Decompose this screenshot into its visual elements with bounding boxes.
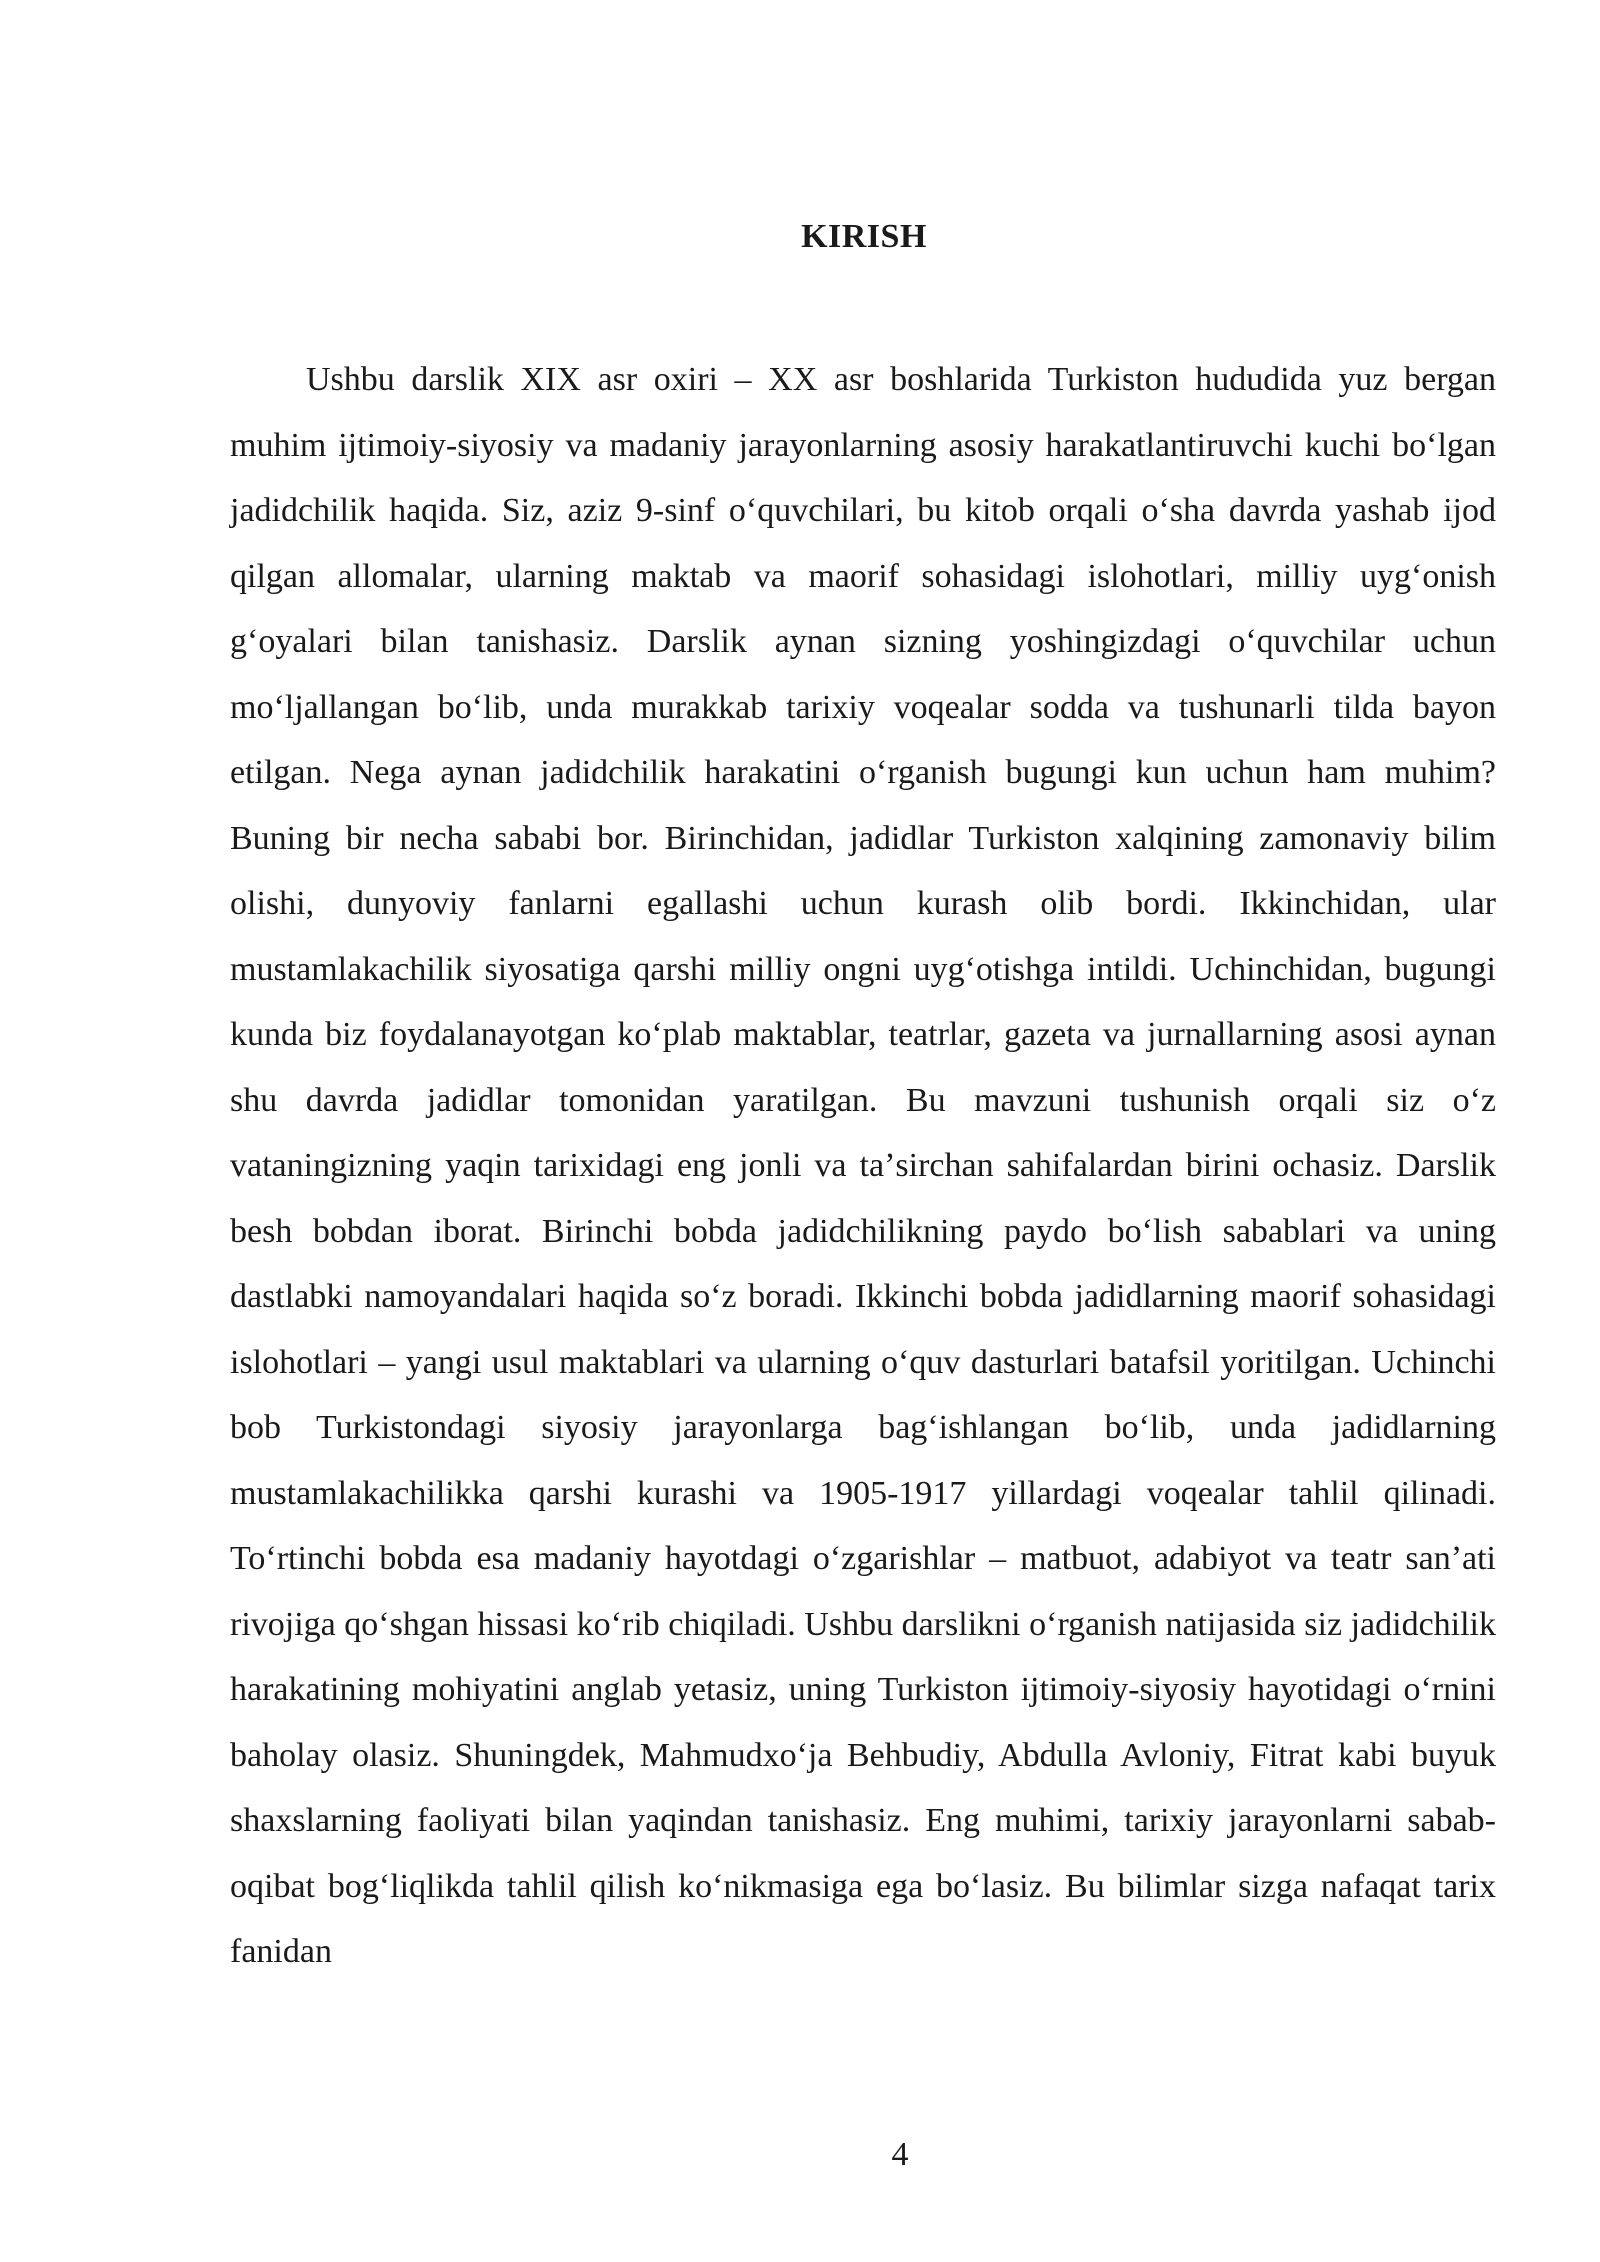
page-number: 4 bbox=[891, 2136, 909, 2173]
page-title: KIRISH bbox=[801, 218, 927, 255]
body-paragraph: Ushbu darslik XIX asr oxiri – XX asr boshlarida Turkiston hududida yuz bergan muhim ijtimoiy-siyosiy va madaniy jarayonlarning asosiy harakatlantiruvchi kuchi boʻlgan jadidchilik haqida. Siz, aziz 9-sinf oʻquvchilari, bu kitob orqali oʻsha davrda yashab ijod qilgan allomalar, ularning maktab va maorif sohasidagi islohotlari, milliy uygʻonish gʻoyalari bilan tanishasiz. Darslik aynan sizning yoshingizdagi oʻquvchilar uchun moʻljallangan boʻlib, unda murakkab tarixiy voqealar sodda va tushunarli tilda bayon etilgan. Nega aynan jadidchilik harakatini oʻrganish bugungi kun uchun ham muhim? Buning bir necha sababi bor. Birinchidan, jadidlar Turkiston xalqining zamonaviy bilim olishi, dunyoviy fanlarni egallashi uchun kurash olib bordi. Ikkinchidan, ular mustamlakachilik siyosatiga qarshi milliy ongni uygʻotishga intildi. Uchinchidan, bugungi kunda biz foydalanayotgan koʻplab maktablar, teatrlar, gazeta va jurnallarning asosi aynan shu davrda jadidlar tomonidan yaratilgan. Bu mavzuni tushunish orqali siz oʻz vataningizning yaqin tarixidagi eng jonli va taʼsirchan sahifalardan birini ochasiz. Darslik besh bobdan iborat. Birinchi bobda jadidchilikning paydo boʻlish sabablari va uning dastlabki namoyandalari haqida soʻz boradi. Ikkinchi bobda jadidlarning maorif sohasidagi islohotlari – yangi usul maktablari va ularning oʻquv dasturlari batafsil yoritilgan. Uchinchi bob Turkistondagi siyosiy jarayonlarga bagʻishlangan boʻlib, unda jadidlarning mustamlakachilikka qarshi kurashi va 1905-1917 yillardagi voqealar tahlil qilinadi. Toʻrtinchi bobda esa madaniy hayotdagi oʻzgarishlar – matbuot, adabiyot va teatr sanʼati rivojiga qoʻshgan hissasi koʻrib chiqiladi. Ushbu darslikni oʻrganish natijasida siz jadidchilik harakatining mohiyatini anglab yetasiz, uning Turkiston ijtimoiy-siyosiy hayotidagi oʻrnini baholay olasiz. Shuningdek, Mahmudxoʻja Behbudiy, Abdulla Avloniy, Fitrat kabi buyuk shaxslarning faoliyati bilan yaqindan tanishasiz. Eng muhimi, tarixiy jarayonlarni sabab-oqibat bogʻliqlikda tahlil qilish koʻnikmasiga ega boʻlasiz. Bu bilimlar sizga nafaqat tarix fanidan bbox=[230, 361, 1496, 1970]
